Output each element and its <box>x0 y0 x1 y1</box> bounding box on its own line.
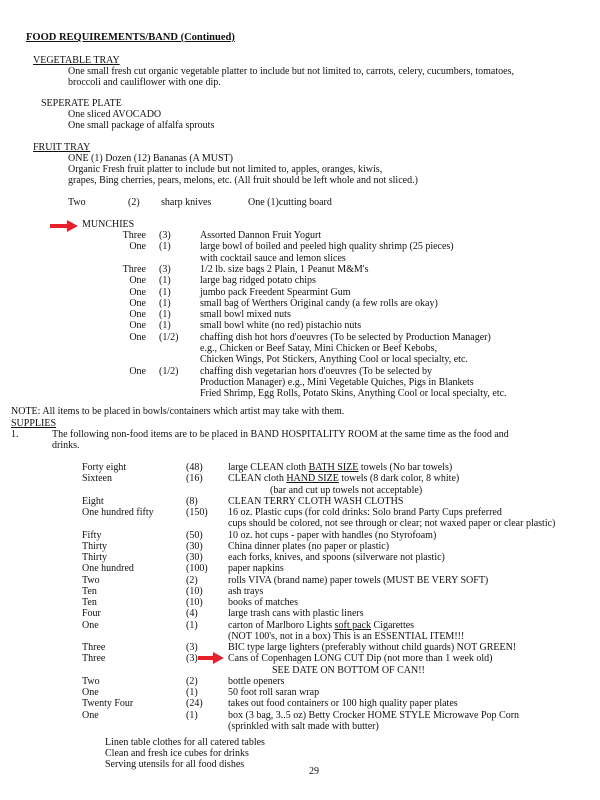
tail-line-3: Serving utensils for all food dishes <box>105 759 245 770</box>
vegetable-tray-line-2: broccoli and cauliflower with one dip. <box>68 77 221 88</box>
supplies-qty-num: (10) <box>186 586 203 597</box>
supplies-qty-num: (150) <box>186 507 208 518</box>
supplies-qty-word: Forty eight <box>82 462 127 473</box>
supplies-qty-word: Two <box>82 575 100 586</box>
supplies-qty-word: One <box>82 710 99 721</box>
supplies-qty-num: (3) <box>186 653 198 664</box>
note: NOTE: All items to be placed in bowls/containers which artist may take with them. <box>11 406 345 417</box>
supplies-item-desc <box>228 474 459 484</box>
munchies-item-desc: Fried Shrimp, Egg Rolls, Potato Skins, Anything Cool or local specialty, etc. <box>200 388 507 399</box>
supplies-desc-text: large trash cans with plastic liners <box>228 608 364 619</box>
supplies-item-desc <box>228 463 452 473</box>
supplies-qty-num: (48) <box>186 462 203 473</box>
munchies-item-desc: Assorted Dannon Fruit Yogurt <box>200 230 322 241</box>
munchies-item-desc: Production Manager) e.g., Mini Vegetable Quiches, Pigs in Blankets <box>200 377 474 388</box>
supplies-item-desc <box>228 643 516 653</box>
fruit-tray-line-3: grapes, Bing cherries, pears, melons, etc. (All fruit should be left whole and not sliced.) <box>68 175 418 186</box>
munchies-qty-num: (1) <box>159 309 171 320</box>
munchies-item-desc: jumbo pack Freedent Spearmint Gum <box>200 287 351 298</box>
supplies-item-desc <box>228 598 298 608</box>
supplies-desc-text: bottle openers <box>228 676 285 687</box>
supplies-qty-num: (1) <box>186 710 198 721</box>
supplies-desc-text: cups should be colored, not see through or clear; not waxed paper or clear plastic) <box>228 518 556 529</box>
munchies-item-desc: small bowl white (no red) pistachio nuts <box>200 320 362 331</box>
separate-plate-line-1: One sliced AVOCADO <box>68 109 162 120</box>
supplies-desc-text: 10 oz. hot cups - paper with handles (no Styrofoam) <box>228 530 437 541</box>
supplies-intro-1: The following non-food items are to be placed in BAND HOSPITALITY ROOM at the same time as the food and <box>52 429 509 440</box>
supplies-item-desc <box>228 564 284 574</box>
supplies-qty-word: Sixteen <box>82 473 112 484</box>
munchies-qty-num: (3) <box>159 264 171 275</box>
supplies-item-desc <box>272 666 425 676</box>
supplies-desc-text: paper napkins <box>228 563 284 574</box>
supplies-qty-num: (1) <box>186 687 198 698</box>
munchies-qty-num: (1) <box>159 275 171 286</box>
supplies-desc-underlined: soft pack <box>334 620 372 631</box>
page-header: FOOD REQUIREMENTS/BAND (Continued) <box>26 32 235 43</box>
knives-qty-word: Two <box>68 197 86 208</box>
munchies-qty-num: (1/2) <box>159 332 179 343</box>
supplies-item-desc <box>228 609 364 619</box>
supplies-desc-text: box (3 bag, 3..5 oz) Betty Crocker HOME STYLE Microwave Pop Corn <box>228 710 520 721</box>
tail-line-2: Clean and fresh ice cubes for drinks <box>105 748 249 759</box>
munchies-qty-word: One <box>129 320 146 331</box>
supplies-item-desc <box>228 576 488 586</box>
supplies-desc-text: CLEAN cloth <box>228 473 287 484</box>
munchies-qty-word: One <box>129 241 146 252</box>
separate-plate-line-2: One small package of alfalfa sprouts <box>68 120 215 131</box>
munchies-item-desc: with cocktail sauce and lemon slices <box>200 253 346 264</box>
supplies-desc-text: 16 oz. Plastic cups (for cold drinks: Solo brand Party Cups preferred <box>228 507 502 518</box>
supplies-qty-word: One hundred fifty <box>82 507 154 518</box>
separate-plate-title: SEPERATE PLATE <box>41 98 122 109</box>
supplies-qty-word: Four <box>82 608 101 619</box>
supplies-desc-text: China dinner plates (no paper or plastic) <box>228 541 390 552</box>
munchies-qty-word: One <box>129 332 146 343</box>
munchies-qty-word: Three <box>122 264 146 275</box>
supplies-desc-text: (bar and cut up towels not acceptable) <box>270 485 423 496</box>
supplies-desc-text: (sprinkled with salt made with butter) <box>228 721 379 732</box>
supplies-item-desc <box>228 542 389 552</box>
munchies-qty-word: One <box>129 287 146 298</box>
munchies-item-desc: large bag ridged potato chips <box>200 275 316 286</box>
supplies-item-desc <box>228 587 263 597</box>
supplies-desc-text: (NOT 100's, not in a box) This is an ESSENTIAL ITEM!!! <box>228 631 465 642</box>
supplies-desc-text-tail: towels (8 dark color, 8 white) <box>338 473 460 484</box>
munchies-qty-word: One <box>129 298 146 309</box>
supplies-title: SUPPLIES <box>11 418 57 429</box>
supplies-desc-text: large CLEAN cloth <box>228 462 309 473</box>
supplies-qty-word: Three <box>82 653 106 664</box>
fruit-tray-title: FRUIT TRAY <box>33 142 91 153</box>
supplies-qty-num: (30) <box>186 541 203 552</box>
supplies-qty-num: (50) <box>186 530 203 541</box>
supplies-desc-text-tail: towels (No bar towels) <box>358 462 453 473</box>
supplies-qty-num: (24) <box>186 698 203 709</box>
supplies-item-desc <box>228 688 319 698</box>
page-number: 29 <box>309 766 319 777</box>
munchies-qty-word: Three <box>122 230 146 241</box>
vegetable-tray-title: VEGETABLE TRAY <box>33 55 120 66</box>
supplies-item-desc <box>228 553 445 563</box>
supplies-item-desc <box>228 519 555 529</box>
fruit-tray-line-2: Organic Fresh fruit platter to include but not limited to, apples, oranges, kiwis, <box>68 164 383 175</box>
supplies-item-desc <box>228 699 458 709</box>
supplies-item-desc <box>228 621 414 631</box>
munchies-item-desc: large bowl of boiled and peeled high quality shrimp (25 pieces) <box>200 241 454 252</box>
supplies-qty-num: (8) <box>186 496 198 507</box>
munchies-item-desc: chaffing dish vegetarian hors d'oeuvres (To be selected by <box>200 366 432 377</box>
knives-qty-num: (2) <box>128 197 140 208</box>
supplies-qty-word: One <box>82 687 99 698</box>
munchies-qty-num: (1) <box>159 298 171 309</box>
supplies-qty-word: One <box>82 620 99 631</box>
supplies-qty-num: (2) <box>186 676 198 687</box>
munchies-qty-num: (1) <box>159 241 171 252</box>
supplies-qty-num: (4) <box>186 608 198 619</box>
supplies-desc-text: BIC type large lighters (preferably without child guards) NOT GREEN! <box>228 642 517 653</box>
supplies-qty-word: Three <box>82 642 106 653</box>
supplies-desc-text: each forks, knives, and spoons (silverware not plastic) <box>228 552 445 563</box>
supplies-item-desc <box>228 508 502 518</box>
supplies-qty-word: One hundred <box>82 563 134 574</box>
supplies-desc-underlined: HAND SIZE <box>286 473 339 484</box>
munchies-item-desc: 1/2 lb. size bags 2 Plain, 1 Peanut M&M's <box>200 264 369 275</box>
munchies-qty-num: (1) <box>159 320 171 331</box>
supplies-desc-text: rolls VIVA (brand name) paper towels (MUST BE VERY SOFT) <box>228 575 489 586</box>
munchies-qty-word: One <box>129 366 146 377</box>
supplies-item-desc <box>228 654 493 664</box>
munchies-title: MUNCHIES <box>82 219 135 230</box>
supplies-qty-num: (1) <box>186 620 198 631</box>
munchies-item-desc: Chicken Wings, Pot Stickers, Anything Cool or local specialty, etc. <box>200 354 468 365</box>
munchies-item-desc: e.g., Chicken or Beef Satay, Mini Chicken or Beef Kebobs, <box>200 343 438 354</box>
supplies-qty-word: Eight <box>82 496 104 507</box>
supplies-desc-text: takes out food containers or 100 high quality paper plates <box>228 698 458 709</box>
supplies-item-desc <box>228 497 403 507</box>
supplies-qty-num: (100) <box>186 563 208 574</box>
tail-line-1: Linen table clothes for all catered tables <box>105 737 265 748</box>
munchies-item-desc: small bowl mixed nuts <box>200 309 291 320</box>
supplies-item-desc <box>228 632 464 642</box>
supplies-qty-word: Ten <box>82 597 97 608</box>
supplies-qty-num: (3) <box>186 642 198 653</box>
supplies-item-desc <box>228 711 519 721</box>
supplies-intro-2: drinks. <box>52 440 80 451</box>
munchies-item-desc: chaffing dish hot hors d'oeuvres (To be selected by Production Manager) <box>200 332 491 343</box>
supplies-desc-text: CLEAN TERRY CLOTH WASH CLOTHS <box>228 496 404 507</box>
munchies-qty-num: (3) <box>159 230 171 241</box>
supplies-item-desc <box>270 486 422 496</box>
munchies-qty-word: One <box>129 275 146 286</box>
supplies-desc-text: 50 foot roll saran wrap <box>228 687 320 698</box>
supplies-qty-num: (30) <box>186 552 203 563</box>
supplies-qty-num: (16) <box>186 473 203 484</box>
munchies-qty-num: (1) <box>159 287 171 298</box>
fruit-tray-line-1: ONE (1) Dozen (12) Bananas (A MUST) <box>68 153 233 164</box>
copenhagen-arrow-icon <box>198 652 224 664</box>
supplies-number: 1. <box>11 429 19 440</box>
supplies-desc-text: carton of Marlboro Lights <box>228 620 335 631</box>
supplies-item-desc <box>228 531 436 541</box>
supplies-qty-word: Two <box>82 676 100 687</box>
supplies-qty-num: (2) <box>186 575 198 586</box>
supplies-desc-text: ash trays <box>228 586 264 597</box>
supplies-desc-text: books of matches <box>228 597 298 608</box>
supplies-desc-text-tail: Cigarettes <box>371 620 415 631</box>
knives-desc: sharp knives <box>161 197 212 208</box>
munchies-qty-word: One <box>129 309 146 320</box>
supplies-item-desc <box>228 722 379 732</box>
supplies-desc-underlined: BATH SIZE <box>308 462 359 473</box>
supplies-qty-word: Thirty <box>82 541 107 552</box>
cutting-board: One (1)cutting board <box>248 197 332 208</box>
supplies-item-desc <box>228 677 284 687</box>
supplies-qty-word: Twenty Four <box>82 698 134 709</box>
supplies-qty-word: Thirty <box>82 552 107 563</box>
supplies-qty-word: Ten <box>82 586 97 597</box>
supplies-qty-word: Fifty <box>82 530 102 541</box>
munchies-item-desc: small bag of Werthers Original candy (a few rolls are okay) <box>200 298 438 309</box>
vegetable-tray-line-1: One small fresh cut organic vegetable platter to include but not limited to, carrots, celery, cucumbers, tomatoes, <box>68 66 514 77</box>
supplies-qty-num: (10) <box>186 597 203 608</box>
supplies-desc-text: SEE DATE ON BOTTOM OF CAN!! <box>272 665 425 676</box>
munchies-arrow-icon <box>50 220 78 232</box>
supplies-desc-text: Cans of Copenhagen LONG CUT Dip (not more than 1 week old) <box>228 653 493 664</box>
munchies-qty-num: (1/2) <box>159 366 179 377</box>
